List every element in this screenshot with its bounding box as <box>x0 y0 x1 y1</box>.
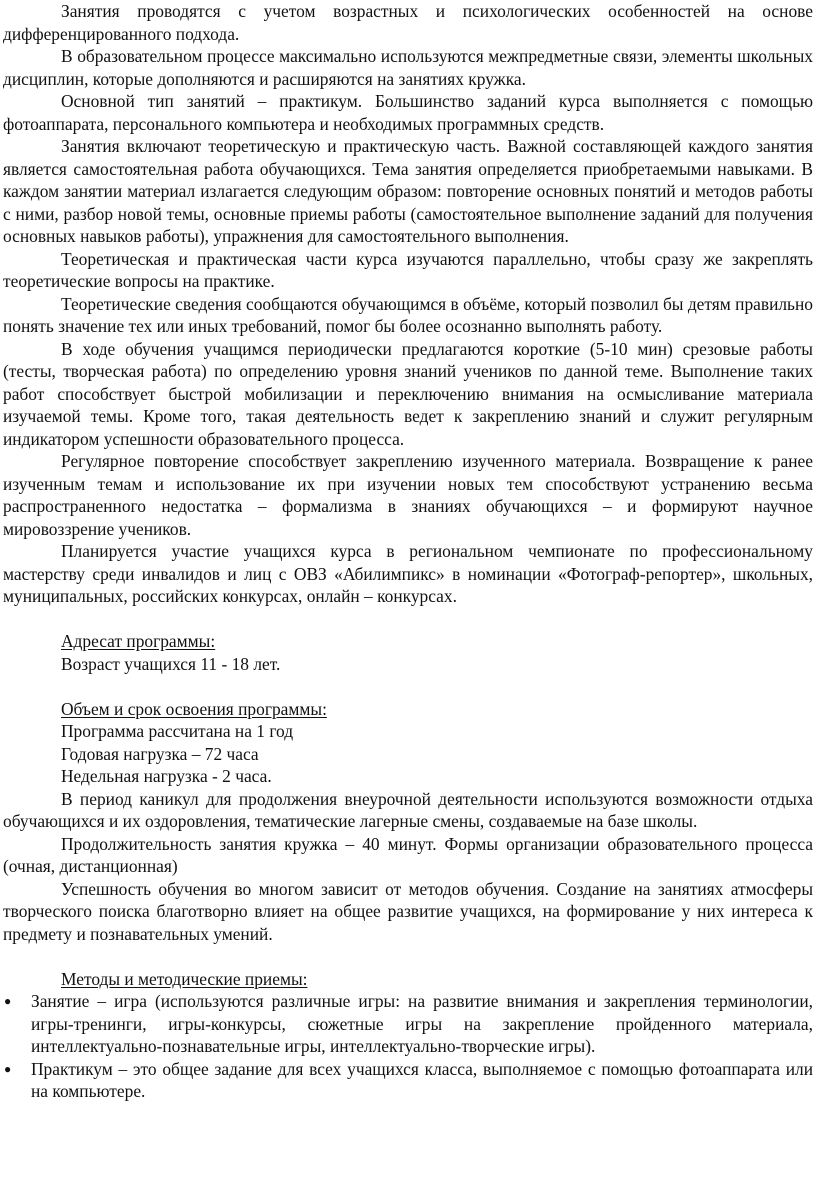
volume-line: Недельная нагрузка - 2 часа. <box>61 766 272 786</box>
volume-line: Годовая нагрузка – 72 часа <box>61 743 259 764</box>
spacer <box>3 675 813 698</box>
list-item-text: Практикум – это общее задание для всех учащихся класса, выполняемое с помощью фотоаппарата или на компьютере. <box>31 1058 813 1101</box>
paragraph: Продолжительность занятия кружка – 40 минут. Формы организации образовательного процесса (очная, дистанционная) <box>3 833 813 876</box>
paragraph: Успешность обучения во многом зависит от методов обучения. Создание на занятиях атмосферы творческого поиска благотворно влияет на общее развитие учащихся, на формирование у них интереса к предмету и познавательных умений. <box>3 878 813 944</box>
bullet-icon: ● <box>4 1061 12 1076</box>
paragraph: Теоретические сведения сообщаются обучающимся в объёме, который позволил бы детям правильно понять значение тех или иных требований, помог бы более осознанно выполнять работу. <box>3 293 813 336</box>
list-item <box>3 990 813 1058</box>
volume-line: Программа рассчитана на 1 год <box>61 721 294 741</box>
volume-heading <box>3 698 813 721</box>
addressee-heading <box>3 630 813 653</box>
paragraph: В образовательном процессе максимально используются межпредметные связи, элементы школьных дисциплин, которые дополняются и расширяются на занятиях кружка. <box>3 46 813 89</box>
paragraph: Занятия включают теоретическую и практическую часть. Важной составляющей каждого занятия является самостоятельная работа обучающихся. Тема занятия определяется приобретаемыми навыками. В каждом занятии материал излагается следующим образом: повторение основных понятий и методов работы с ними, разбор новой темы, основные приемы работы (самостоятельное выполнение заданий для получения основных навыков работы), упражнения для самостоятельного выполнения. <box>3 136 813 246</box>
methods-list <box>3 990 813 1103</box>
paragraph: Теоретическая и практическая части курса изучаются параллельно, чтобы сразу же закреплять теоретические вопросы на практике. <box>3 248 813 291</box>
paragraph: Занятия проводятся с учетом возрастных и психологических особенностей на основе дифференцированного подхода. <box>3 1 813 44</box>
volume-heading-text: Объем и срок освоения программы: <box>61 698 327 719</box>
spacer <box>3 945 813 968</box>
list-item-text: Занятие – игра (используются различные игры: на развитие внимания и закрепления терминологии, игры-тренинги, игры-конкурсы, сюжетные игры на закрепление пройденного материала, интеллектуально-познавательные игры, интеллектуально-творческие игры). <box>31 991 813 1056</box>
bullet-icon: ● <box>4 994 12 1008</box>
methods-heading-text: Методы и методические приемы: <box>61 968 308 989</box>
addressee-heading-text: Адресат программы: <box>61 631 216 651</box>
list-item <box>3 1058 813 1103</box>
paragraph: В ходе обучения учащимся периодически предлагаются короткие (5-10 мин) срезовые работы (тесты, творческая работа) по определению уровня знаний учеников по данной теме. Выполнение таких работ способствует быстрой мобилизации и переключению внимания на осмысливание материала изучаемой темы. Кроме того, такая деятельность ведет к закреплению знаний и служит регулярным индикатором успешности образовательного процесса. <box>3 338 813 449</box>
addressee-age: Возраст учащихся 11 - 18 лет. <box>61 653 281 674</box>
methods-heading <box>3 968 813 991</box>
paragraph: Планируется участие учащихся курса в региональном чемпионате по профессиональному мастерству среди инвалидов и лиц с ОВЗ «Абилимпикс» в номинации «Фотограф-репортер», школьных, муниципальных, российских конкурсах, онлайн – конкурсах. <box>3 541 813 606</box>
paragraph: В период каникул для продолжения внеурочной деятельности используются возможности отдыха обучающихся и их оздоровления, тематические лагерные смены, создаваемые на базе школы. <box>3 788 813 831</box>
paragraph: Регулярное повторение способствует закреплению изученного материала. Возвращение к ранее изученным темам и использование их при изучении новых тем способствуют устранению весьма распространенного недостатка – формализма в знаниях обучающихся – и формируют научное мировоззрение учеников. <box>3 451 813 539</box>
paragraph: Основной тип занятий – практикум. Большинство заданий курса выполняется с помощью фотоаппарата, персонального компьютера и необходимых программных средств. <box>3 91 813 134</box>
spacer <box>3 608 813 631</box>
